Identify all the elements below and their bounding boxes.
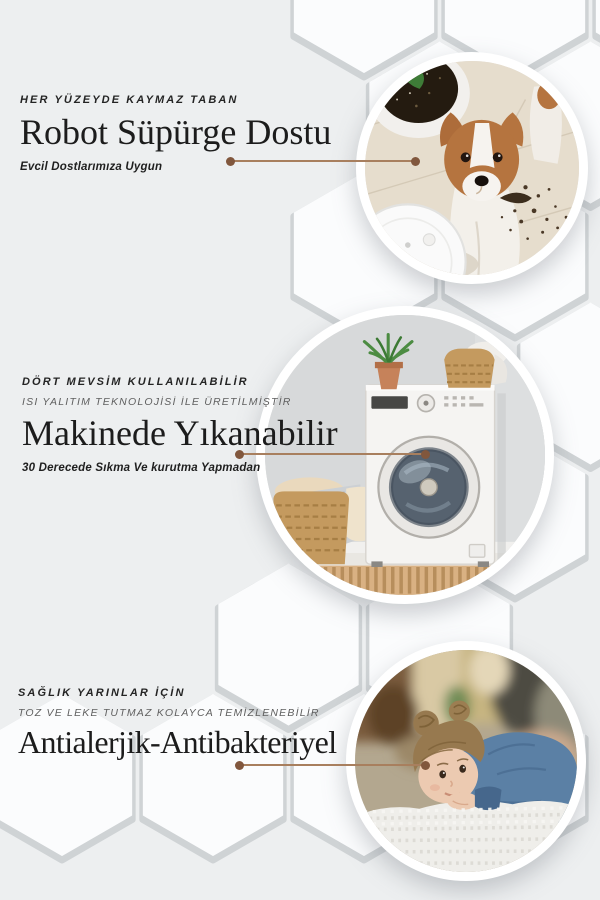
connector-dot xyxy=(421,450,430,459)
feature-section-antiallergic xyxy=(18,687,337,761)
dog-robot-vacuum-illustration xyxy=(365,61,579,275)
connector-dot xyxy=(235,761,244,770)
section-eyebrow: SAĞLIK YARINLAR İÇİN xyxy=(18,687,186,699)
section-subtitle: Evcil Dostlarımıza Uygun xyxy=(20,161,163,173)
connector-dot xyxy=(411,157,420,166)
section-subtitle: 30 Derecede Sıkma Ve kurutma Yapmadan xyxy=(22,462,261,474)
feature-section-machine-washable xyxy=(22,376,338,475)
section-title: Robot Süpürge Dostu xyxy=(20,112,332,152)
section-title: Makinede Yıkanabilir xyxy=(22,413,338,453)
child-on-rug-illustration xyxy=(355,650,577,872)
section-eyebrow: HER YÜZEYDE KAYMAZ TABAN xyxy=(20,94,239,106)
section-secondary: ISI YALITIM TEKNOLOJİSİ İLE ÜRETİLMİŞTİR xyxy=(22,396,292,408)
connector-dot xyxy=(421,761,430,770)
dog-robot-vacuum-photo xyxy=(356,52,588,284)
section-secondary: TOZ VE LEKE TUTMAZ KOLAYCA TEMİZLENEBİLİR xyxy=(18,707,320,719)
connector-line-3 xyxy=(237,764,428,766)
feature-section-robot-vacuum xyxy=(20,94,331,174)
child-on-rug-photo xyxy=(346,641,586,881)
section-eyebrow: DÖRT MEVSİM KULLANILABİLİR xyxy=(22,376,249,388)
section-title: Antialerjik-Antibakteriyel xyxy=(18,724,337,760)
